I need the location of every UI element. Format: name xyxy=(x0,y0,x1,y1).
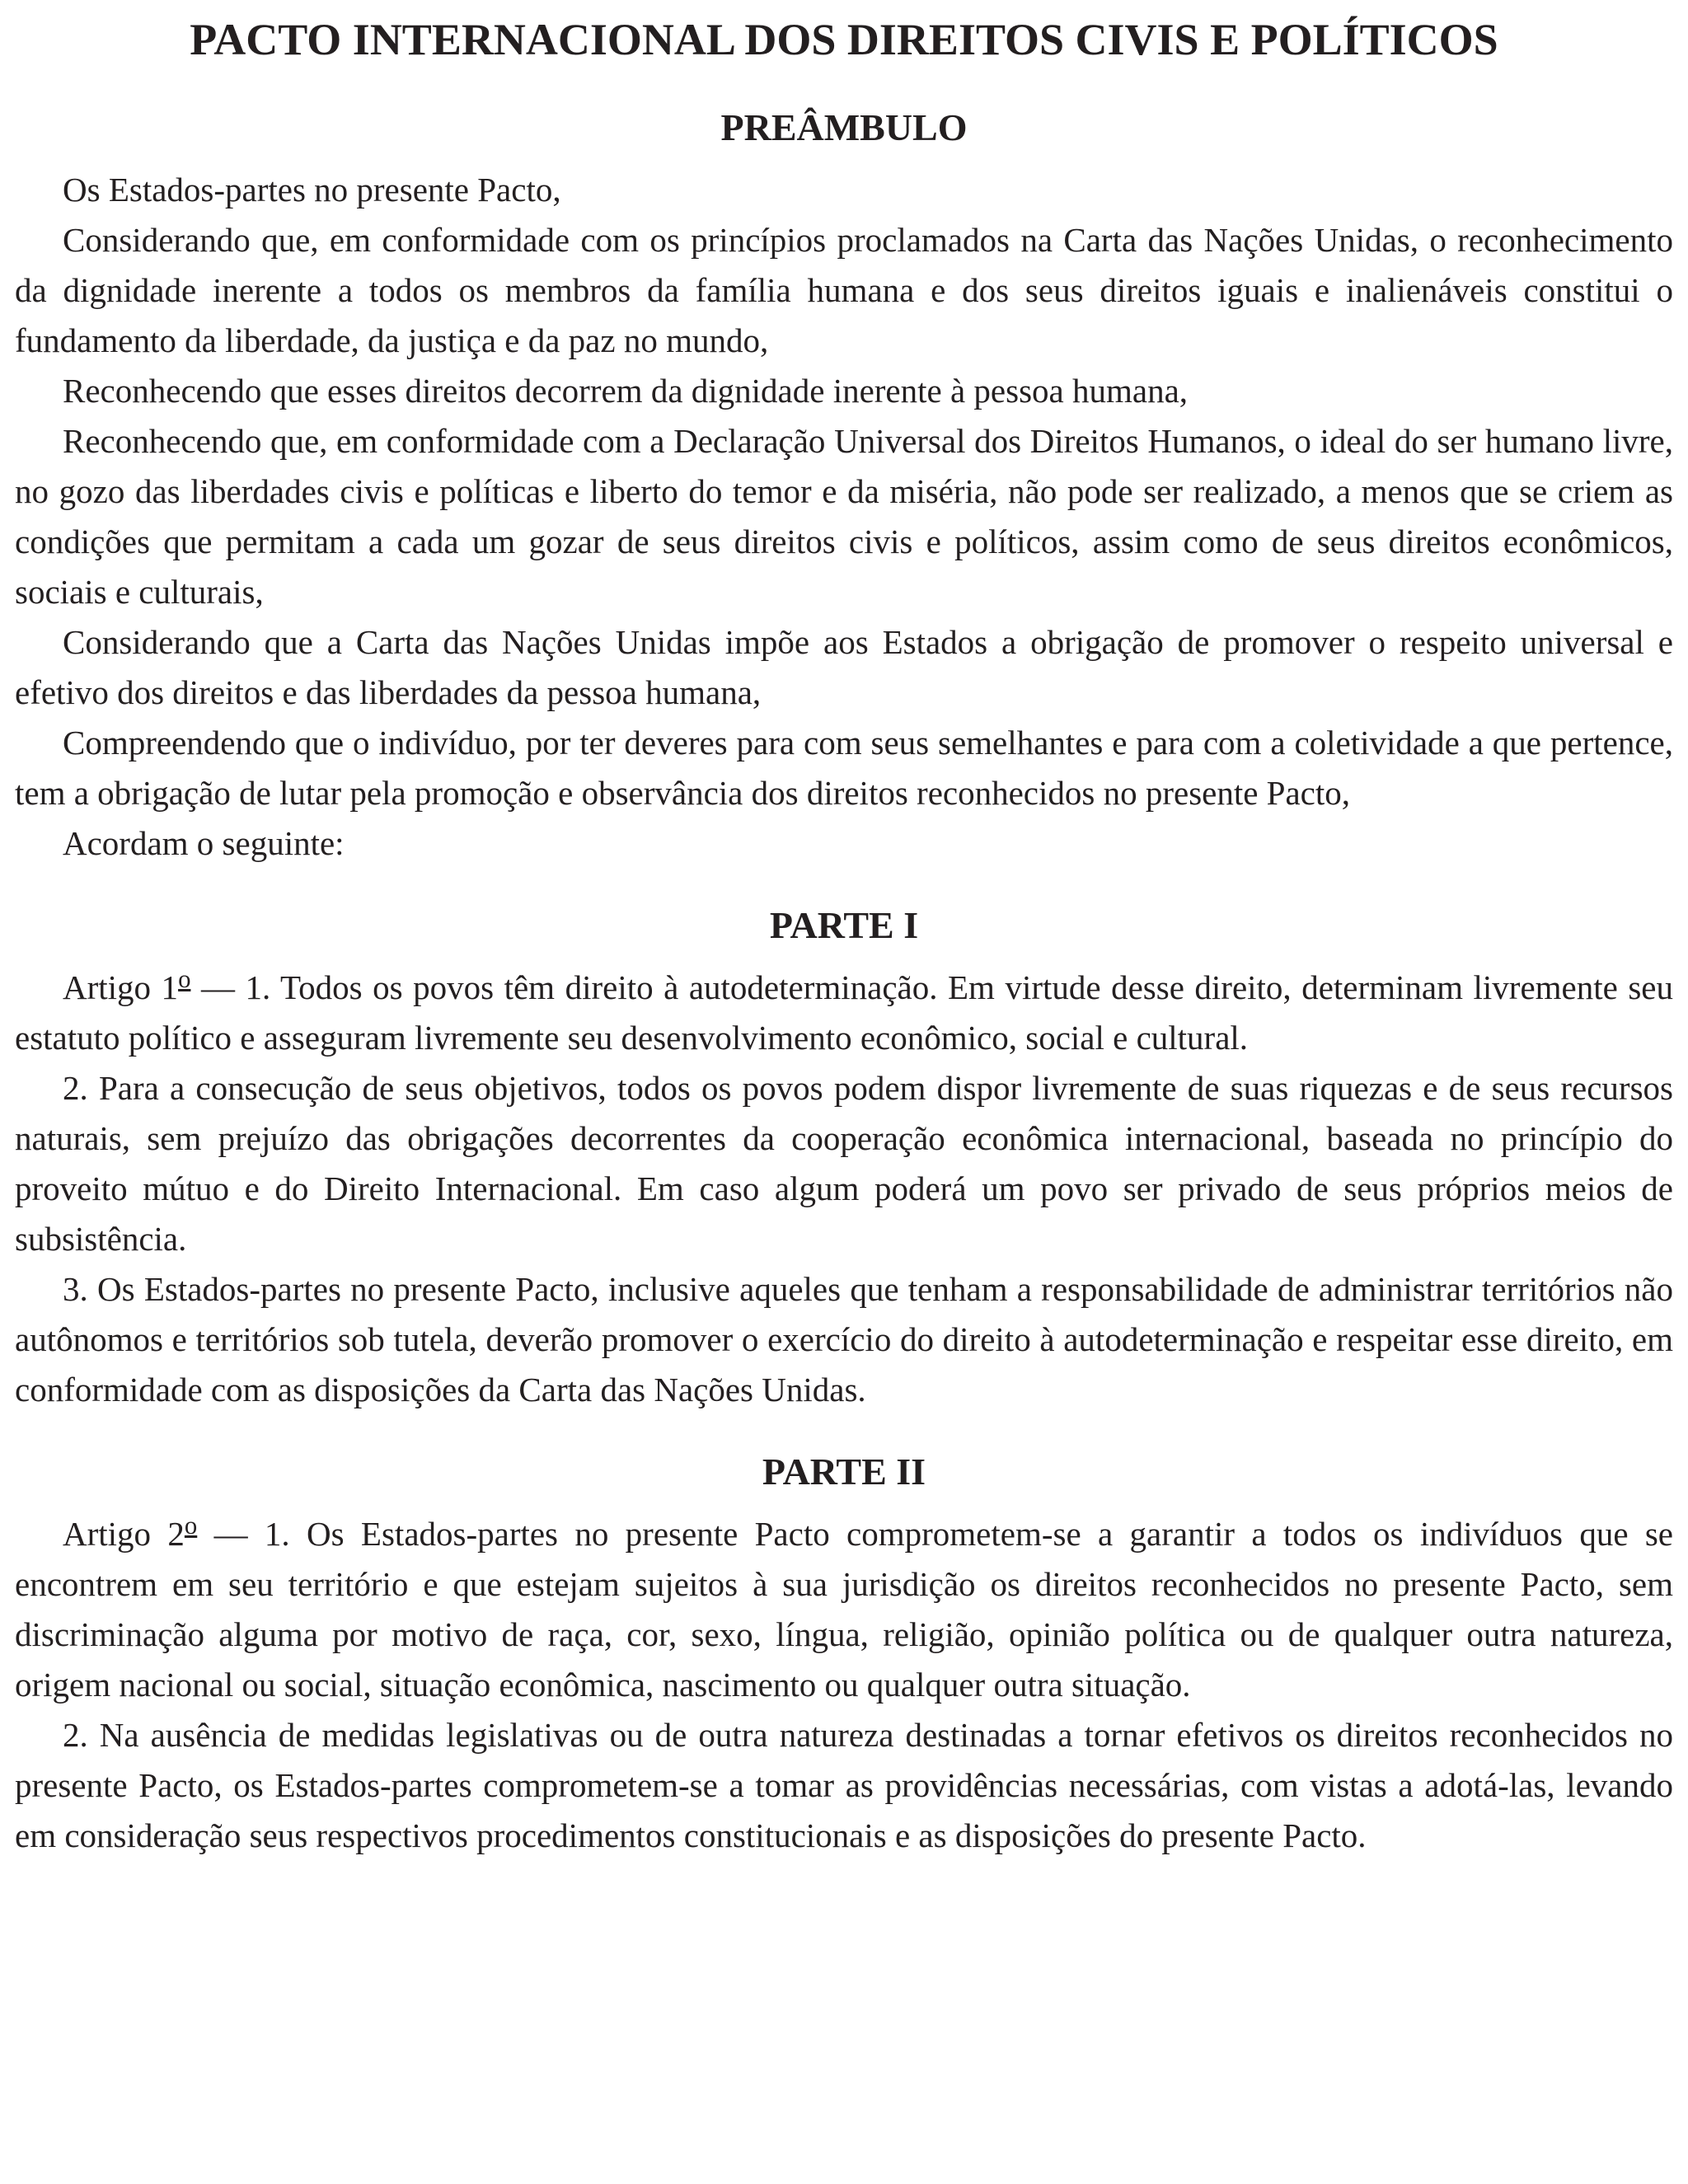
artigo-2-paragraph xyxy=(15,1509,1673,1710)
artigo-1-paragraph xyxy=(15,963,1673,1063)
artigo-1-label: Artigo 1 xyxy=(63,968,179,1006)
preambulo-paragraph: Considerando que, em conformidade com os princípios proclamados na Carta das Nações Unidas, o reconhecimento da dignidade inerente a todos os membros da família humana e dos seus direitos iguais e inalienáveis constitui o fundamento da liberdade, da justiça e da paz no mundo, xyxy=(15,221,1673,359)
preambulo-heading: PREÂMBULO xyxy=(720,106,968,148)
artigo-2-label: Artigo 2 xyxy=(63,1515,185,1553)
parte-2-heading: PARTE II xyxy=(762,1451,926,1493)
artigo-1-item: 2. Para a consecução de seus objetivos, todos os povos podem dispor livremente de suas riquezas e de seus recursos naturais, sem prejuízo das obrigações decorrentes da cooperação econômica internacional, baseada no princípio do proveito mútuo e do Direito Internacional. Em caso algum poderá um povo ser privado de seus próprios meios de subsistência. xyxy=(15,1069,1673,1258)
ordinal-indicator: o xyxy=(178,965,191,994)
ordinal-indicator: o xyxy=(184,1511,198,1540)
artigo-2-item: 2. Na ausência de medidas legislativas ou de outra natureza destinadas a tornar efetivos os direitos reconhecidos no presente Pacto, os Estados-partes comprometem-se a tomar as providências necessárias, com vistas a adotá-las, levando em consideração seus respectivos procedimentos constitucionais e as disposições do presente Pacto. xyxy=(15,1716,1673,1854)
parte-1-section xyxy=(15,903,1673,1415)
parte-1-heading: PARTE I xyxy=(769,904,919,946)
preambulo-paragraph: Considerando que a Carta das Nações Unidas impõe aos Estados a obrigação de promover o respeito universal e efetivo dos direitos e das liberdades da pessoa humana, xyxy=(15,623,1673,711)
artigo-1-text: — 1. Todos os povos têm direito à autodeterminação. Em virtude desse direito, determinam livremente seu estatuto político e asseguram livremente seu desenvolvimento econômico, social e cultural. xyxy=(15,968,1673,1057)
artigo-1-item: 3. Os Estados-partes no presente Pacto, inclusive aqueles que tenham a responsabilidade de administrar territórios não autônomos e territórios sob tutela, deverão promover o exercício do direito à autodeterminação e respeitar esse direito, em conformidade com as disposições da Carta das Nações Unidas. xyxy=(15,1270,1673,1408)
preambulo-section xyxy=(15,105,1673,869)
preambulo-paragraph: Os Estados-partes no presente Pacto, xyxy=(63,171,561,209)
document-page xyxy=(15,15,1673,1861)
artigo-2-text: — 1. Os Estados-partes no presente Pacto comprometem-se a garantir a todos os indivíduos que se encontrem em seu território e que estejam sujeitos à sua jurisdição os direitos reconhecidos no presente Pacto, sem discriminação alguma por motivo de raça, cor, sexo, língua, religião, opinião política ou de qualquer outra natureza, origem nacional ou social, situação econômica, nascimento ou qualquer outra situação. xyxy=(15,1515,1674,1704)
document-title: PACTO INTERNACIONAL DOS DIREITOS CIVIS E POLÍTICOS xyxy=(190,15,1498,64)
preambulo-paragraph: Acordam o seguinte: xyxy=(63,824,345,862)
parte-2-section xyxy=(15,1450,1673,1861)
preambulo-paragraph: Compreendendo que o indivíduo, por ter deveres para com seus semelhantes e para com a coletividade a que pertence, tem a obrigação de lutar pela promoção e observância dos direitos reconhecidos no presente Pacto, xyxy=(15,724,1673,812)
preambulo-paragraph: Reconhecendo que esses direitos decorrem da dignidade inerente à pessoa humana, xyxy=(63,372,1189,410)
preambulo-paragraph: Reconhecendo que, em conformidade com a Declaração Universal dos Direitos Humanos, o ideal do ser humano livre, no gozo das liberdades civis e políticas e liberto do temor e da miséria, não pode ser realizado, a menos que se criem as condições que permitam a cada um gozar de seus direitos civis e políticos, assim como de seus direitos econômicos, sociais e culturais, xyxy=(15,422,1673,611)
